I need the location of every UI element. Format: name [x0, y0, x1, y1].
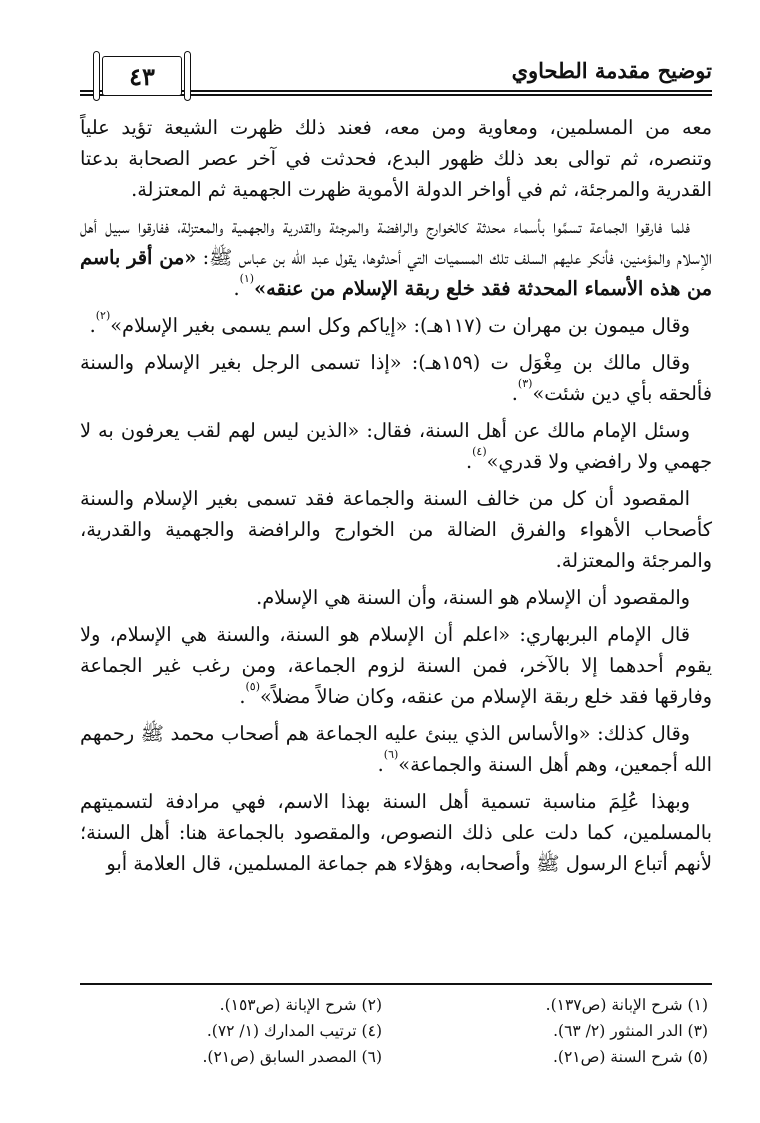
- footnote-ref-2: (٢): [95, 309, 111, 322]
- paragraph-1: معه من المسلمين، ومعاوية ومن معه، فعند ذلك ظهرت الشيعة تؤيد علياً وتنصره، ثم توالى بعد ذلك ظهور البدع، فحدثت في آخر عصر الصحابة بدعتا القدرية والمرجئة، ثم في أواخر الدولة الأموية ظهرت الجهمية ثم المعتزلة.: [80, 116, 712, 201]
- footnotes-right-column: [408, 992, 708, 1070]
- footnotes-left-column: [82, 992, 382, 1070]
- footnote-3: (٣) الدر المنثور (٢/ ٦٣).: [553, 1022, 708, 1040]
- footnote-separator: [80, 983, 712, 985]
- paragraph-10: وبهذا عُلِمَ مناسبة تسمية أهل السنة بهذا الاسم، فهي مرادفة لتسميتهم بالمسلمين، كما دلت على ذلك النصوص، والمقصود بالجماعة هنا: أهل السنة؛ لأنهم أتباع الرسول ﷺ وأصحابه، وهؤلاء هم جماعة المسلمين، قال العلامة أبو: [80, 790, 712, 875]
- paragraph-2: فلما فارقوا الجماعة تسمَّوا بأسماء محدثة كالخوارج والرافضة والمرجئة والقدرية والجهمية والمعتزلة، ففارقوا سبيل أهل الإسلام والمؤمنين، فأنكر عليهم السلف تلك المسميات التي أحدثوها، يقول عبد الله بن عباس ﷺ: «من أقر باسم من هذه الأسماء المحدثة فقد خلع ربقة الإسلام من عنقه»$^{(١)}$.: [80, 215, 712, 300]
- paragraph-8: قال الإمام البربهاري: «اعلم أن الإسلام هو السنة، والسنة هي الإسلام، ولا يقوم أحدهما إلا بالآخر، فمن السنة لزوم الجماعة، ومن رغب غير الجماعة وفارقها فقد خلع ربقة الإسلام من عنقه، وكان ضالاً مضلاً»$^{(٥)}$.: [80, 623, 712, 708]
- footnote-ref-6: (٦): [383, 748, 399, 761]
- footnote-ref-1: (١): [239, 272, 255, 285]
- running-title: توضيح مقدمة الطحاوي: [502, 58, 712, 83]
- footnote-4: (٤) ترتيب المدارك (١/ ٧٢).: [206, 1022, 382, 1040]
- footnote-ref-5: (٥): [245, 680, 260, 693]
- footnote-6: (٦) المصدر السابق (ص٢١).: [202, 1048, 382, 1066]
- footnote-ref-4: (٤): [472, 445, 487, 458]
- paragraph-7: والمقصود أن الإسلام هو السنة، وأن السنة هي الإسلام.: [256, 586, 690, 609]
- quote-ibn-abbas: «من أقر باسم من هذه الأسماء المحدثة فقد خلع ربقة الإسلام من عنقه»: [80, 246, 712, 300]
- footnote-ref-3: (٣): [517, 377, 533, 390]
- paragraph-9: وقال كذلك: «والأساس الذي يبنئ عليه الجماعة هم أصحاب محمد ﷺ رحمهم الله أجمعين، وهم أهل السنة والجماعة»$^{(٦)}$.: [80, 722, 712, 776]
- footnote-5: (٥) شرح السنة (ص٢١).: [552, 1048, 708, 1066]
- paragraph-5: وسئل الإمام مالك عن أهل السنة، فقال: «الذين ليس لهم لقب يعرفون به لا جهمي ولا رافضي ولا قدري»$^{(٤)}$.: [80, 419, 712, 473]
- footnote-1: (١) شرح الإبانة (ص١٣٧).: [545, 996, 708, 1014]
- footnote-2: (٢) شرح الإبانة (ص١٥٣).: [219, 996, 382, 1014]
- body-text: [80, 112, 712, 885]
- page-number: ٤٣: [102, 56, 182, 96]
- paragraph-6: المقصود أن كل من خالف السنة والجماعة فقد تسمى بغير الإسلام والسنة كأصحاب الأهواء والفرق الضالة من الخوارج والرافضة والجهمية والقدرية، والمرجئة والمعتزلة.: [80, 487, 712, 572]
- paragraph-3: وقال ميمون بن مهران ت (١١٧هـ): «إياكم وكل اسم يسمى بغير الإسلام»$^{(٢)}$.: [89, 309, 690, 337]
- page-header: [80, 52, 712, 102]
- paragraph-4: وقال مالك بن مِغْوَل ت (١٥٩هـ): «إذا تسمى الرجل بغير الإسلام والسنة فألحقه بأي دين شئت»$^{(٣)}$.: [80, 351, 712, 405]
